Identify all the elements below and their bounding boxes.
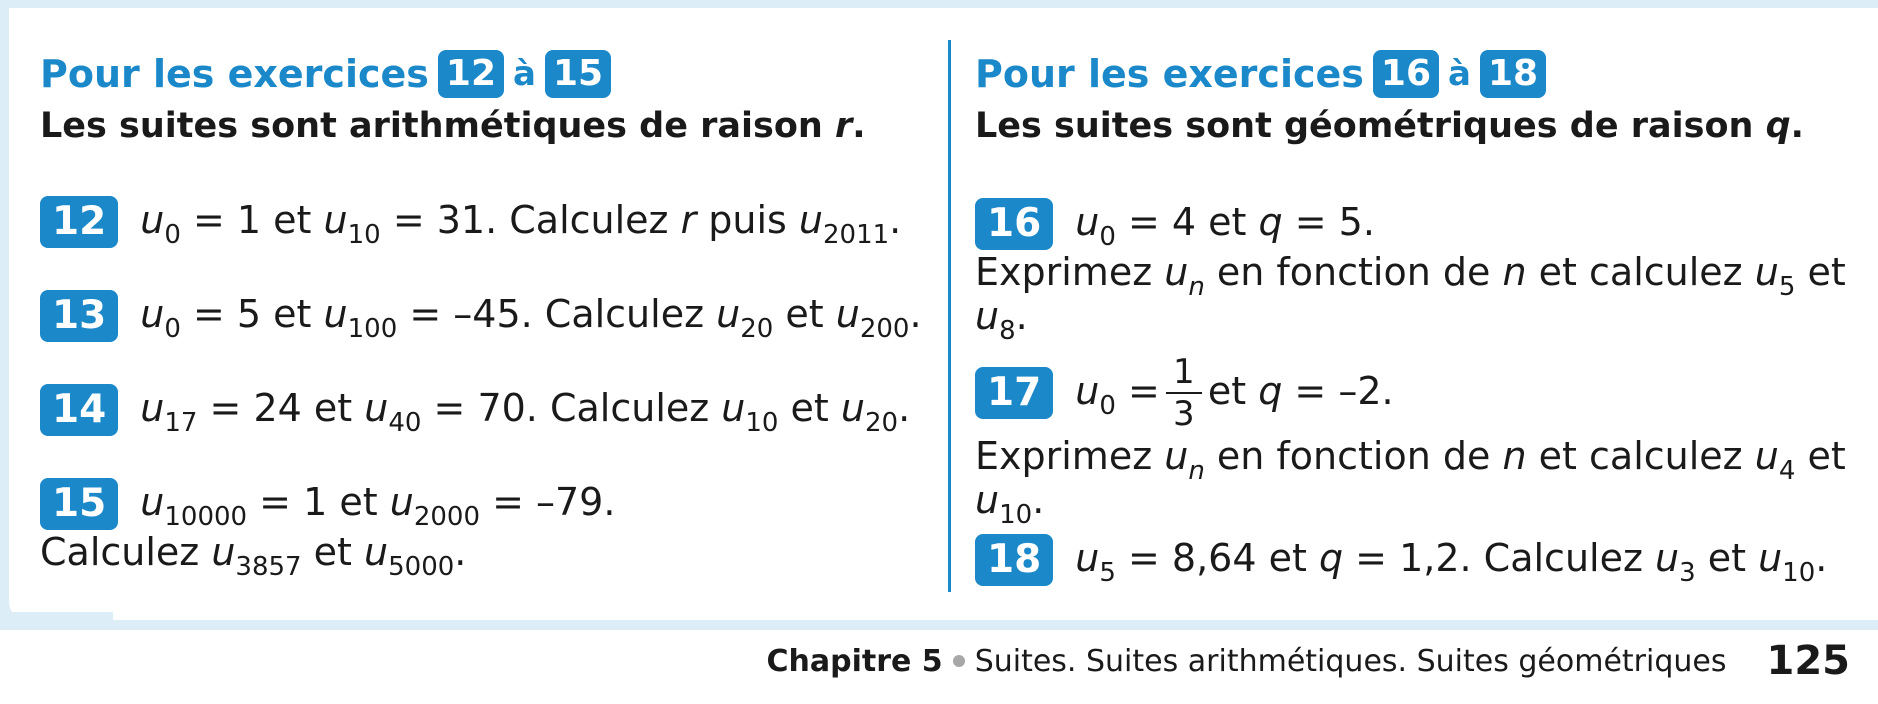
left-column <box>40 48 930 146</box>
column-divider <box>948 40 951 592</box>
exercise-statement-line2: Calculez $u_{3857}$ et $u_{5000}$. <box>40 530 467 582</box>
right-subtitle: Les suites sont géométriques de raison q. <box>975 106 1804 146</box>
right-heading-prefix: Pour les exercices <box>975 52 1364 96</box>
left-subtitle-text: Les suites sont arithmétiques de raison <box>40 106 823 146</box>
exercise-statement: $u_0 = 5$ et $u_{100} = -45$. Calculez $u_{20}$ et $u_{200}$. <box>140 291 922 344</box>
left-subtitle: Les suites sont arithmétiques de raison r. <box>40 106 866 146</box>
right-subtitle-text: Les suites sont géométriques de raison <box>975 106 1754 146</box>
page-number: 125 <box>1766 638 1850 684</box>
fraction-one-third: $\frac{1}{3}$ <box>1166 352 1202 434</box>
left-badge-from: 12 <box>438 50 504 98</box>
exercise-statement: $u_0$ = $\frac{1}{3}$ et q = –2. <box>1075 352 1394 434</box>
exercise-number: 13 <box>40 290 118 342</box>
exercise-18 <box>975 534 1827 586</box>
left-heading <box>40 48 930 100</box>
exercise-statement: $u_{17} = 24$ et $u_{40} = 70$. Calculez $u_{10}$ et $u_{20}$. <box>140 385 911 438</box>
exercise-statement: $u_0 = 4$ et q = 5. <box>1075 199 1375 252</box>
frame-strip <box>9 612 113 630</box>
right-connector: à <box>1448 54 1471 94</box>
right-subtitle-var: q <box>1765 106 1791 146</box>
exercise-13 <box>40 290 922 342</box>
right-column <box>975 48 1870 146</box>
chapter-label: Chapitre 5 <box>766 643 943 679</box>
exercise-number: 12 <box>40 196 118 248</box>
exercise-statement-line2: Exprimez $u_n$ en fonction de n et calculez $u_5$ et $u_8$. <box>975 250 1846 346</box>
page-footer <box>767 636 1851 686</box>
exercise-12 <box>40 196 901 248</box>
exercise-number: 14 <box>40 384 118 436</box>
exercise-statement: $u_{10000} = 1$ et $u_{2000} = -79$. <box>140 479 616 532</box>
left-subtitle-var: r <box>835 106 853 146</box>
right-badge-from: 16 <box>1373 50 1439 98</box>
exercise-14 <box>40 384 910 436</box>
exercise-15 <box>40 478 616 582</box>
bullet-dot <box>953 655 965 667</box>
left-connector: à <box>513 54 536 94</box>
right-badge-to: 18 <box>1480 50 1546 98</box>
exercise-17 <box>975 352 1878 530</box>
left-heading-prefix: Pour les exercices <box>40 52 429 96</box>
exercise-16 <box>975 198 1878 346</box>
left-badge-to: 15 <box>545 50 611 98</box>
exercise-statement: $u_5 = 8,64$ et q = 1,2. Calculez $u_3$ et $u_{10}$. <box>1075 535 1828 588</box>
exercise-number: 15 <box>40 478 118 530</box>
exercise-number: 17 <box>975 367 1053 419</box>
exercise-statement: $u_0 = 1$ et $u_{10} = 31$. Calculez r puis $u_{2011}$. <box>140 197 902 250</box>
right-heading <box>975 48 1870 100</box>
exercise-number: 16 <box>975 198 1053 250</box>
chapter-title: Suites. Suites arithmétiques. Suites géométriques <box>974 643 1727 679</box>
exercise-statement-line2: Exprimez $u_n$ en fonction de n et calculez $u_4$ et $u_{10}$. <box>975 434 1846 530</box>
exercise-number: 18 <box>975 534 1053 586</box>
